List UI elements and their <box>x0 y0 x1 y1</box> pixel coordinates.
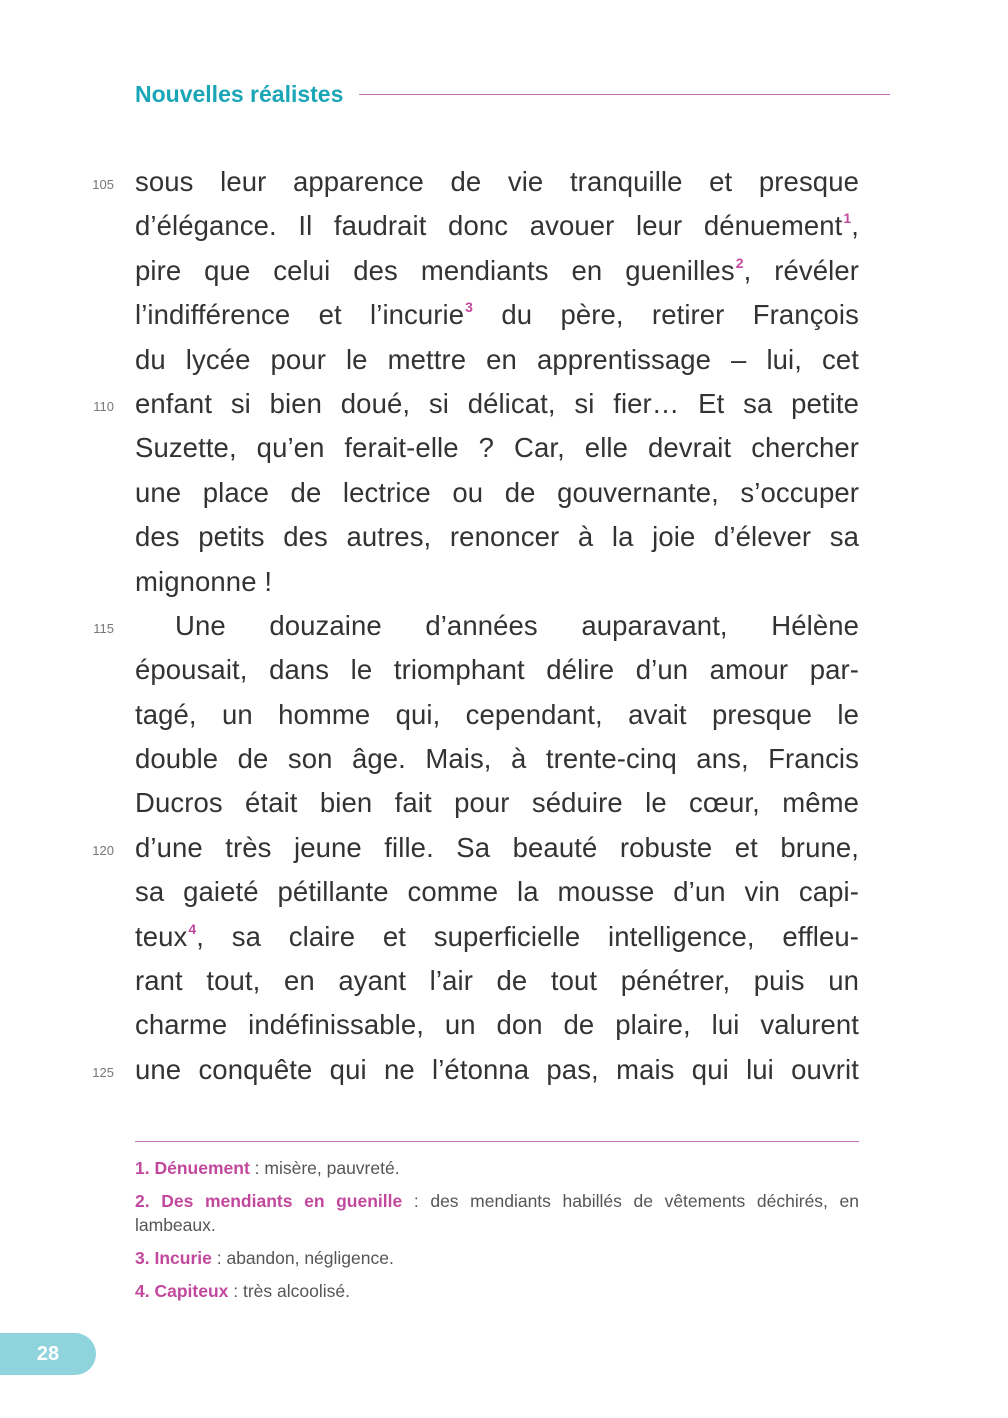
footnote-definition: : très alcoolisé. <box>228 1281 350 1301</box>
text-line: du lycée pour le mettre en apprentissage – lui, cet <box>135 343 859 375</box>
note-ref: 2 <box>735 254 744 271</box>
running-header <box>135 78 890 110</box>
text-line: Une douzaine d’années auparavant, Hélène <box>175 609 859 641</box>
text-line: une conquête qui ne l’étonna pas, mais qui lui ouvrit <box>135 1053 859 1085</box>
text-line: rant tout, en ayant l’air de tout pénétrer, puis un <box>135 965 859 997</box>
body-text <box>135 160 859 1092</box>
text-line: des petits des autres, renoncer à la joie d’élever sa <box>135 521 859 553</box>
line-number-125: 125 <box>92 1065 114 1080</box>
line-number-115: 115 <box>93 621 114 636</box>
text-line: charme indéfinissable, un don de plaire, lui valurent <box>135 1009 859 1041</box>
footnote-term: Des mendiants en guenille <box>161 1191 403 1211</box>
footnote-rule <box>135 1141 859 1142</box>
text-line: sa gaieté pétillante comme la mousse d’un vin capi- <box>135 876 859 908</box>
text-line: enfant si bien doué, si délicat, si fier… Et sa petite <box>135 387 859 419</box>
text-line: Suzette, qu’en ferait-elle ? Car, elle devrait chercher <box>135 432 859 464</box>
footnote-definition: : abandon, négligence. <box>211 1248 394 1268</box>
footnote-term: Capiteux <box>154 1281 229 1301</box>
text-line: pire que celui des mendiants en guenilles$^2$, révéler <box>135 254 859 286</box>
footnote-term: Incurie <box>154 1248 212 1268</box>
footnote-number: 4. <box>135 1281 150 1301</box>
footnote-number: 1. <box>135 1158 150 1178</box>
text-line: l’indifférence et l’incurie$^3$ du père, retirer François <box>135 299 859 331</box>
footnote-number: 2. <box>135 1191 150 1211</box>
footnotes <box>135 1156 859 1312</box>
note-ref: 4 <box>188 920 197 937</box>
text-line: sous leur apparence de vie tranquille et presque <box>135 166 859 197</box>
text-line: d’une très jeune fille. Sa beauté robuste et brune, <box>135 831 859 863</box>
footnote-item <box>135 1279 859 1303</box>
note-ref: 3 <box>465 299 474 316</box>
text-line: d’élégance. Il faudrait donc avouer leur dénuement$^1$, <box>135 210 859 242</box>
note-ref: 1 <box>843 210 852 227</box>
footnote-term: Dénuement <box>154 1158 250 1178</box>
section-title: Nouvelles réalistes <box>135 80 344 107</box>
footnote-item <box>135 1189 859 1237</box>
text-line: teux$^4$, sa claire et superficielle intelligence, effleu- <box>135 920 859 952</box>
footnote-item <box>135 1156 859 1180</box>
page-number-tab <box>0 1333 96 1375</box>
footnote-number: 3. <box>135 1248 150 1268</box>
text-line: mignonne ! <box>135 565 273 597</box>
footnote-definition: : des mendiants habillés de vêtements déchirés, en lambeaux. <box>135 1191 860 1235</box>
footnote-item <box>135 1246 859 1270</box>
text-line: épousait, dans le triomphant délire d’un amour par- <box>135 654 859 686</box>
line-number-120: 120 <box>92 843 114 858</box>
text-line: une place de lectrice ou de gouvernante, s’occuper <box>135 476 859 508</box>
line-number-110: 110 <box>93 399 114 414</box>
text-line: tagé, un homme qui, cependant, avait presque le <box>135 698 859 730</box>
text-line: double de son âge. Mais, à trente-cinq ans, Francis <box>135 743 859 775</box>
text-line: Ducros était bien fait pour séduire le cœur, même <box>135 787 859 819</box>
header-rule <box>359 94 890 95</box>
line-number-105: 105 <box>92 177 114 192</box>
page-number: 28 <box>36 1342 60 1365</box>
footnote-definition: : misère, pauvreté. <box>249 1158 400 1178</box>
